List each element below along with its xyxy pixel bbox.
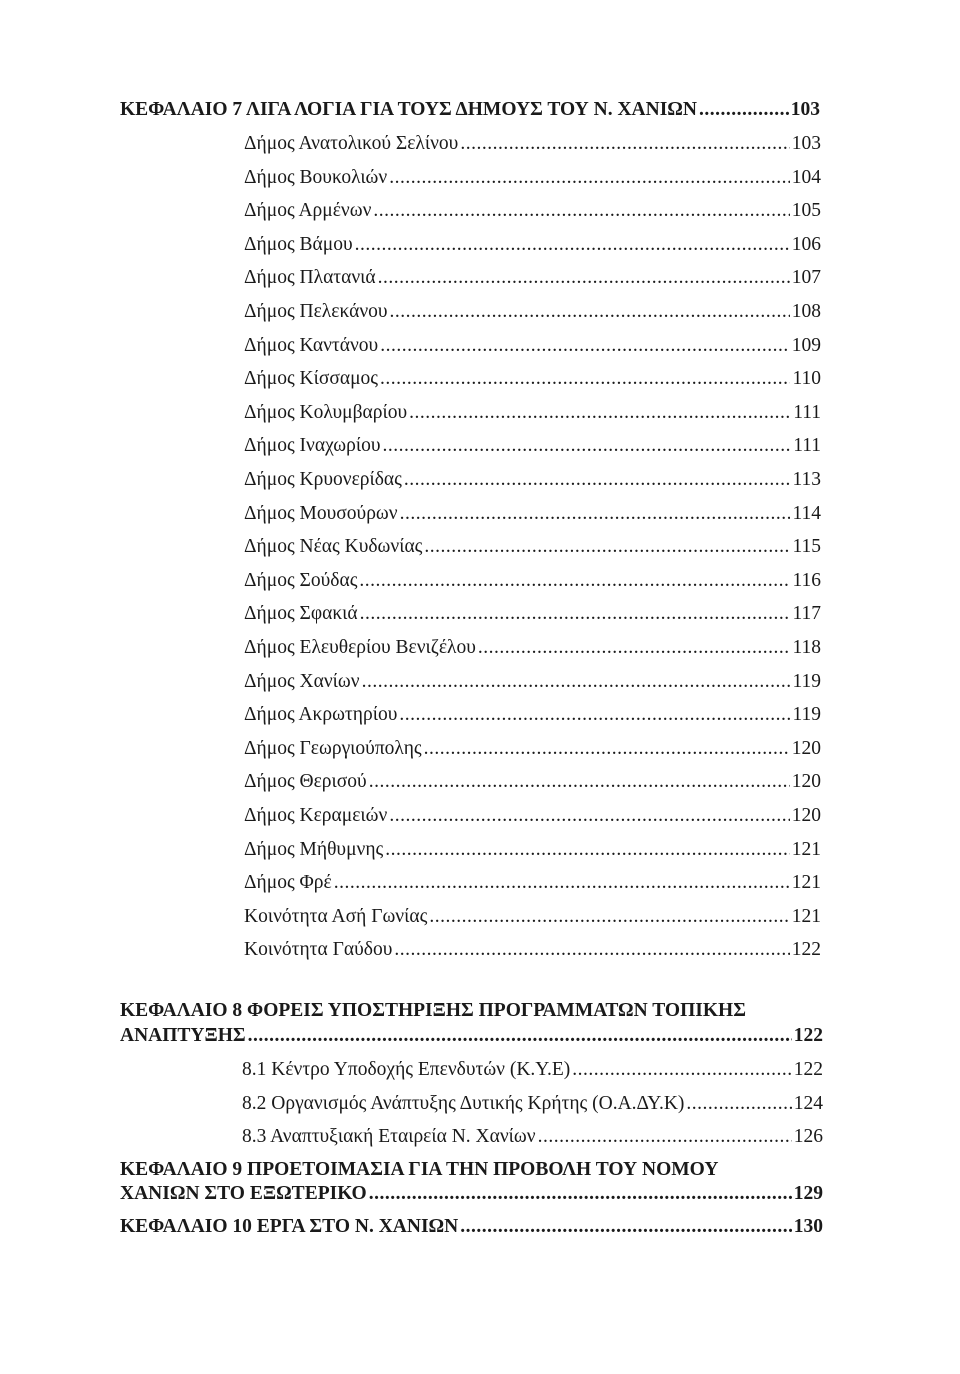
toc-page-number: 105 bbox=[791, 200, 821, 222]
toc-entry-title: Δήμος Βάμου bbox=[244, 233, 353, 255]
leader-dots bbox=[538, 1125, 792, 1149]
toc-page-number: 103 bbox=[790, 99, 820, 120]
toc-page-number: 121 bbox=[791, 872, 821, 894]
toc-entry-title: ΚΕΦΑΛΑΙΟ 10 ΕΡΓΑ ΣΤΟ Ν. ΧΑΝΙΩΝ bbox=[120, 1216, 459, 1237]
toc-page-number: 119 bbox=[792, 704, 821, 726]
toc-page-number: 113 bbox=[792, 469, 821, 490]
toc-entry-title: Δήμος Σούδας bbox=[244, 569, 358, 591]
toc-page-number: 111 bbox=[793, 435, 821, 457]
toc-entry-title: Κοινότητα Γαύδου bbox=[244, 939, 393, 961]
leader-dots bbox=[362, 670, 791, 694]
leader-dots bbox=[359, 569, 790, 593]
toc-entry-title: Δήμος Αρμένων bbox=[244, 200, 372, 222]
toc-page-number: 122 bbox=[791, 939, 821, 961]
toc-municipality-entry[interactable] bbox=[244, 737, 821, 761]
toc-entry-title: Δήμος Βουκολιών bbox=[244, 166, 388, 188]
toc-page-number: 121 bbox=[791, 905, 821, 927]
toc-municipality-entry[interactable] bbox=[244, 132, 821, 156]
toc-chapter-9-line1: ΚΕΦΑΛΑΙΟ 9 ΠΡΟΕΤΟΙΜΑΣΙΑ ΓΙΑ ΤΗΝ ΠΡΟΒΟΛΗ ΤΟΥ ΝΟΜΟΥ bbox=[120, 1159, 719, 1180]
toc-municipality-entry[interactable] bbox=[244, 535, 821, 559]
toc-entry-title: Δήμος Ακρωτηρίου bbox=[244, 704, 398, 726]
toc-municipality-entry[interactable] bbox=[244, 636, 821, 660]
toc-chapter-8-line1: ΚΕΦΑΛΑΙΟ 8 ΦΟΡΕΙΣ ΥΠΟΣΤΗΡΙΞΗΣ ΠΡΟΓΡΑΜΜΑΤΩΝ ΤΟΠΙΚΗΣ bbox=[120, 1000, 746, 1021]
toc-page-number: 122 bbox=[793, 1059, 823, 1080]
toc-page-number: 111 bbox=[793, 401, 821, 423]
leader-dots bbox=[360, 602, 791, 626]
toc-municipality-entry[interactable] bbox=[244, 770, 821, 794]
toc-entry-title: Δήμος Νέας Κυδωνίας bbox=[244, 536, 423, 558]
leader-dots bbox=[400, 502, 791, 526]
toc-municipality-entry[interactable] bbox=[244, 199, 821, 223]
leader-dots bbox=[699, 98, 789, 122]
toc-entry-title: Δήμος Πλατανιά bbox=[244, 267, 376, 289]
toc-page-number: 124 bbox=[793, 1093, 823, 1114]
toc-municipality-entry[interactable] bbox=[244, 233, 821, 257]
leader-dots bbox=[380, 367, 790, 391]
toc-page-number: 126 bbox=[793, 1126, 823, 1147]
leader-dots bbox=[390, 300, 790, 324]
toc-page-number: 108 bbox=[791, 301, 821, 322]
toc-page-number: 120 bbox=[791, 737, 821, 759]
toc-municipality-entry[interactable] bbox=[244, 804, 821, 828]
leader-dots bbox=[478, 636, 791, 660]
toc-page-number: 103 bbox=[791, 133, 821, 154]
toc-page-number: 114 bbox=[792, 502, 821, 524]
toc-page-number: 121 bbox=[791, 838, 821, 860]
toc-entry-title: Δήμος Ιναχωρίου bbox=[244, 435, 381, 457]
toc-municipality-entry[interactable] bbox=[244, 670, 821, 694]
leader-dots bbox=[404, 468, 791, 492]
toc-entry-title: Δήμος Θερισού bbox=[244, 771, 367, 793]
toc-municipality-entry[interactable] bbox=[244, 602, 821, 626]
toc-municipality-entry[interactable] bbox=[244, 703, 821, 727]
toc-entry-title: ΚΕΦΑΛΑΙΟ 7 ΛΙΓΑ ΛΟΓΙΑ ΓΙΑ ΤΟΥΣ ΔΗΜΟΥΣ ΤΟΥ Ν. ΧΑΝΙΩΝ bbox=[120, 99, 697, 120]
toc-municipality-entry[interactable] bbox=[244, 871, 821, 895]
toc-entry-title: Δήμος Καντάνου bbox=[244, 334, 379, 356]
toc-page-number: 129 bbox=[793, 1183, 823, 1204]
leader-dots bbox=[380, 334, 790, 358]
leader-dots bbox=[394, 938, 789, 962]
toc-page-number: 119 bbox=[792, 670, 821, 692]
leader-dots bbox=[373, 199, 789, 223]
leader-dots bbox=[409, 401, 791, 425]
leader-dots bbox=[248, 1024, 792, 1048]
toc-page-number: 120 bbox=[791, 805, 821, 826]
leader-dots bbox=[385, 838, 789, 862]
leader-dots bbox=[424, 535, 790, 559]
leader-dots bbox=[429, 905, 789, 929]
toc-page-number: 122 bbox=[793, 1025, 823, 1046]
leader-dots bbox=[572, 1058, 792, 1082]
toc-chapter-8[interactable] bbox=[120, 1024, 823, 1048]
toc-entry-title: 8.2 Οργανισμός Ανάπτυξης Δυτικής Κρήτης (Ο.Α.ΔΥ.Κ) bbox=[242, 1093, 685, 1114]
toc-municipality-entry[interactable] bbox=[244, 838, 821, 862]
toc-page-number: 115 bbox=[792, 536, 821, 558]
leader-dots bbox=[383, 434, 792, 458]
leader-dots bbox=[460, 1215, 792, 1239]
toc-page-number: 104 bbox=[791, 166, 821, 188]
toc-entry-title: Δήμος Κολυμβαρίου bbox=[244, 401, 408, 423]
toc-page-number: 117 bbox=[792, 603, 821, 625]
leader-dots bbox=[424, 737, 790, 761]
leader-dots bbox=[334, 871, 790, 895]
leader-dots bbox=[686, 1092, 791, 1116]
toc-page-number: 109 bbox=[791, 334, 821, 356]
toc-municipality-entry[interactable] bbox=[244, 905, 821, 929]
toc-section-8-2[interactable] bbox=[242, 1092, 823, 1116]
toc-entry-title: 8.1 Κέντρο Υποδοχής Επενδυτών (Κ.Υ.Ε) bbox=[242, 1059, 571, 1080]
toc-municipality-entry[interactable] bbox=[244, 300, 821, 324]
toc-entry-title: Κοινότητα Ασή Γωνίας bbox=[244, 905, 428, 927]
toc-entry-title: Δήμος Φρέ bbox=[244, 872, 332, 894]
toc-chapter-7[interactable] bbox=[120, 98, 820, 122]
toc-municipality-entry[interactable] bbox=[244, 502, 821, 526]
toc-municipality-entry[interactable] bbox=[244, 401, 821, 425]
toc-entry-title: Δήμος Ανατολικού Σελίνου bbox=[244, 133, 459, 154]
toc-page-number: 116 bbox=[792, 569, 821, 591]
leader-dots bbox=[399, 703, 790, 727]
toc-page-number: 106 bbox=[791, 233, 821, 255]
toc-municipality-entry[interactable] bbox=[244, 334, 821, 358]
toc-entry-title: Δήμος Χανίων bbox=[244, 670, 360, 692]
toc-entry-title: Δήμος Μήθυμνης bbox=[244, 838, 384, 860]
toc-entry-title: Δήμος Γεωργιούπολης bbox=[244, 737, 422, 759]
toc-municipality-entry[interactable] bbox=[244, 367, 821, 391]
toc-page-number: 107 bbox=[791, 267, 821, 289]
toc-page-number: 120 bbox=[791, 771, 821, 793]
toc-page-number: 118 bbox=[792, 637, 821, 658]
toc-entry-title: 8.3 Αναπτυξιακή Εταιρεία Ν. Χανίων bbox=[242, 1126, 536, 1147]
toc-entry-title: Δήμος Κρυονερίδας bbox=[244, 469, 402, 490]
toc-entry-title: Δήμος Πελεκάνου bbox=[244, 301, 388, 322]
toc-entry-title: Δήμος Σφακιά bbox=[244, 603, 358, 625]
toc-chapter-9[interactable] bbox=[120, 1182, 823, 1206]
leader-dots bbox=[369, 1182, 792, 1206]
toc-municipality-entry[interactable] bbox=[244, 266, 821, 290]
leader-dots bbox=[389, 804, 789, 828]
leader-dots bbox=[355, 233, 790, 257]
toc-municipality-entry[interactable] bbox=[244, 434, 821, 458]
toc-entry-title: ΧΑΝΙΩΝ ΣΤΟ ΕΞΩΤΕΡΙΚΟ bbox=[120, 1183, 367, 1204]
toc-municipality-entry[interactable] bbox=[244, 468, 821, 492]
leader-dots bbox=[378, 266, 790, 290]
toc-entry-title: Δήμος Κίσσαμος bbox=[244, 368, 379, 390]
leader-dots bbox=[369, 770, 790, 794]
toc-section-8-3[interactable] bbox=[242, 1125, 823, 1149]
toc-entry-title: Δήμος Κεραμειών bbox=[244, 805, 388, 826]
toc-municipality-entry[interactable] bbox=[244, 569, 821, 593]
toc-entry-title: Δήμος Ελευθερίου Βενιζέλου bbox=[244, 637, 476, 658]
toc-section-8-1[interactable] bbox=[242, 1058, 823, 1082]
leader-dots bbox=[460, 132, 789, 156]
toc-entry-title: ΑΝΑΠΤΥΞΗΣ bbox=[120, 1025, 246, 1046]
leader-dots bbox=[389, 166, 790, 190]
toc-municipality-entry[interactable] bbox=[244, 938, 821, 962]
toc-municipality-entry[interactable] bbox=[244, 166, 821, 190]
toc-page-number: 110 bbox=[792, 368, 821, 390]
toc-entry-title: Δήμος Μουσούρων bbox=[244, 502, 398, 524]
toc-page-number: 130 bbox=[793, 1216, 823, 1237]
toc-chapter-10[interactable] bbox=[120, 1215, 823, 1239]
